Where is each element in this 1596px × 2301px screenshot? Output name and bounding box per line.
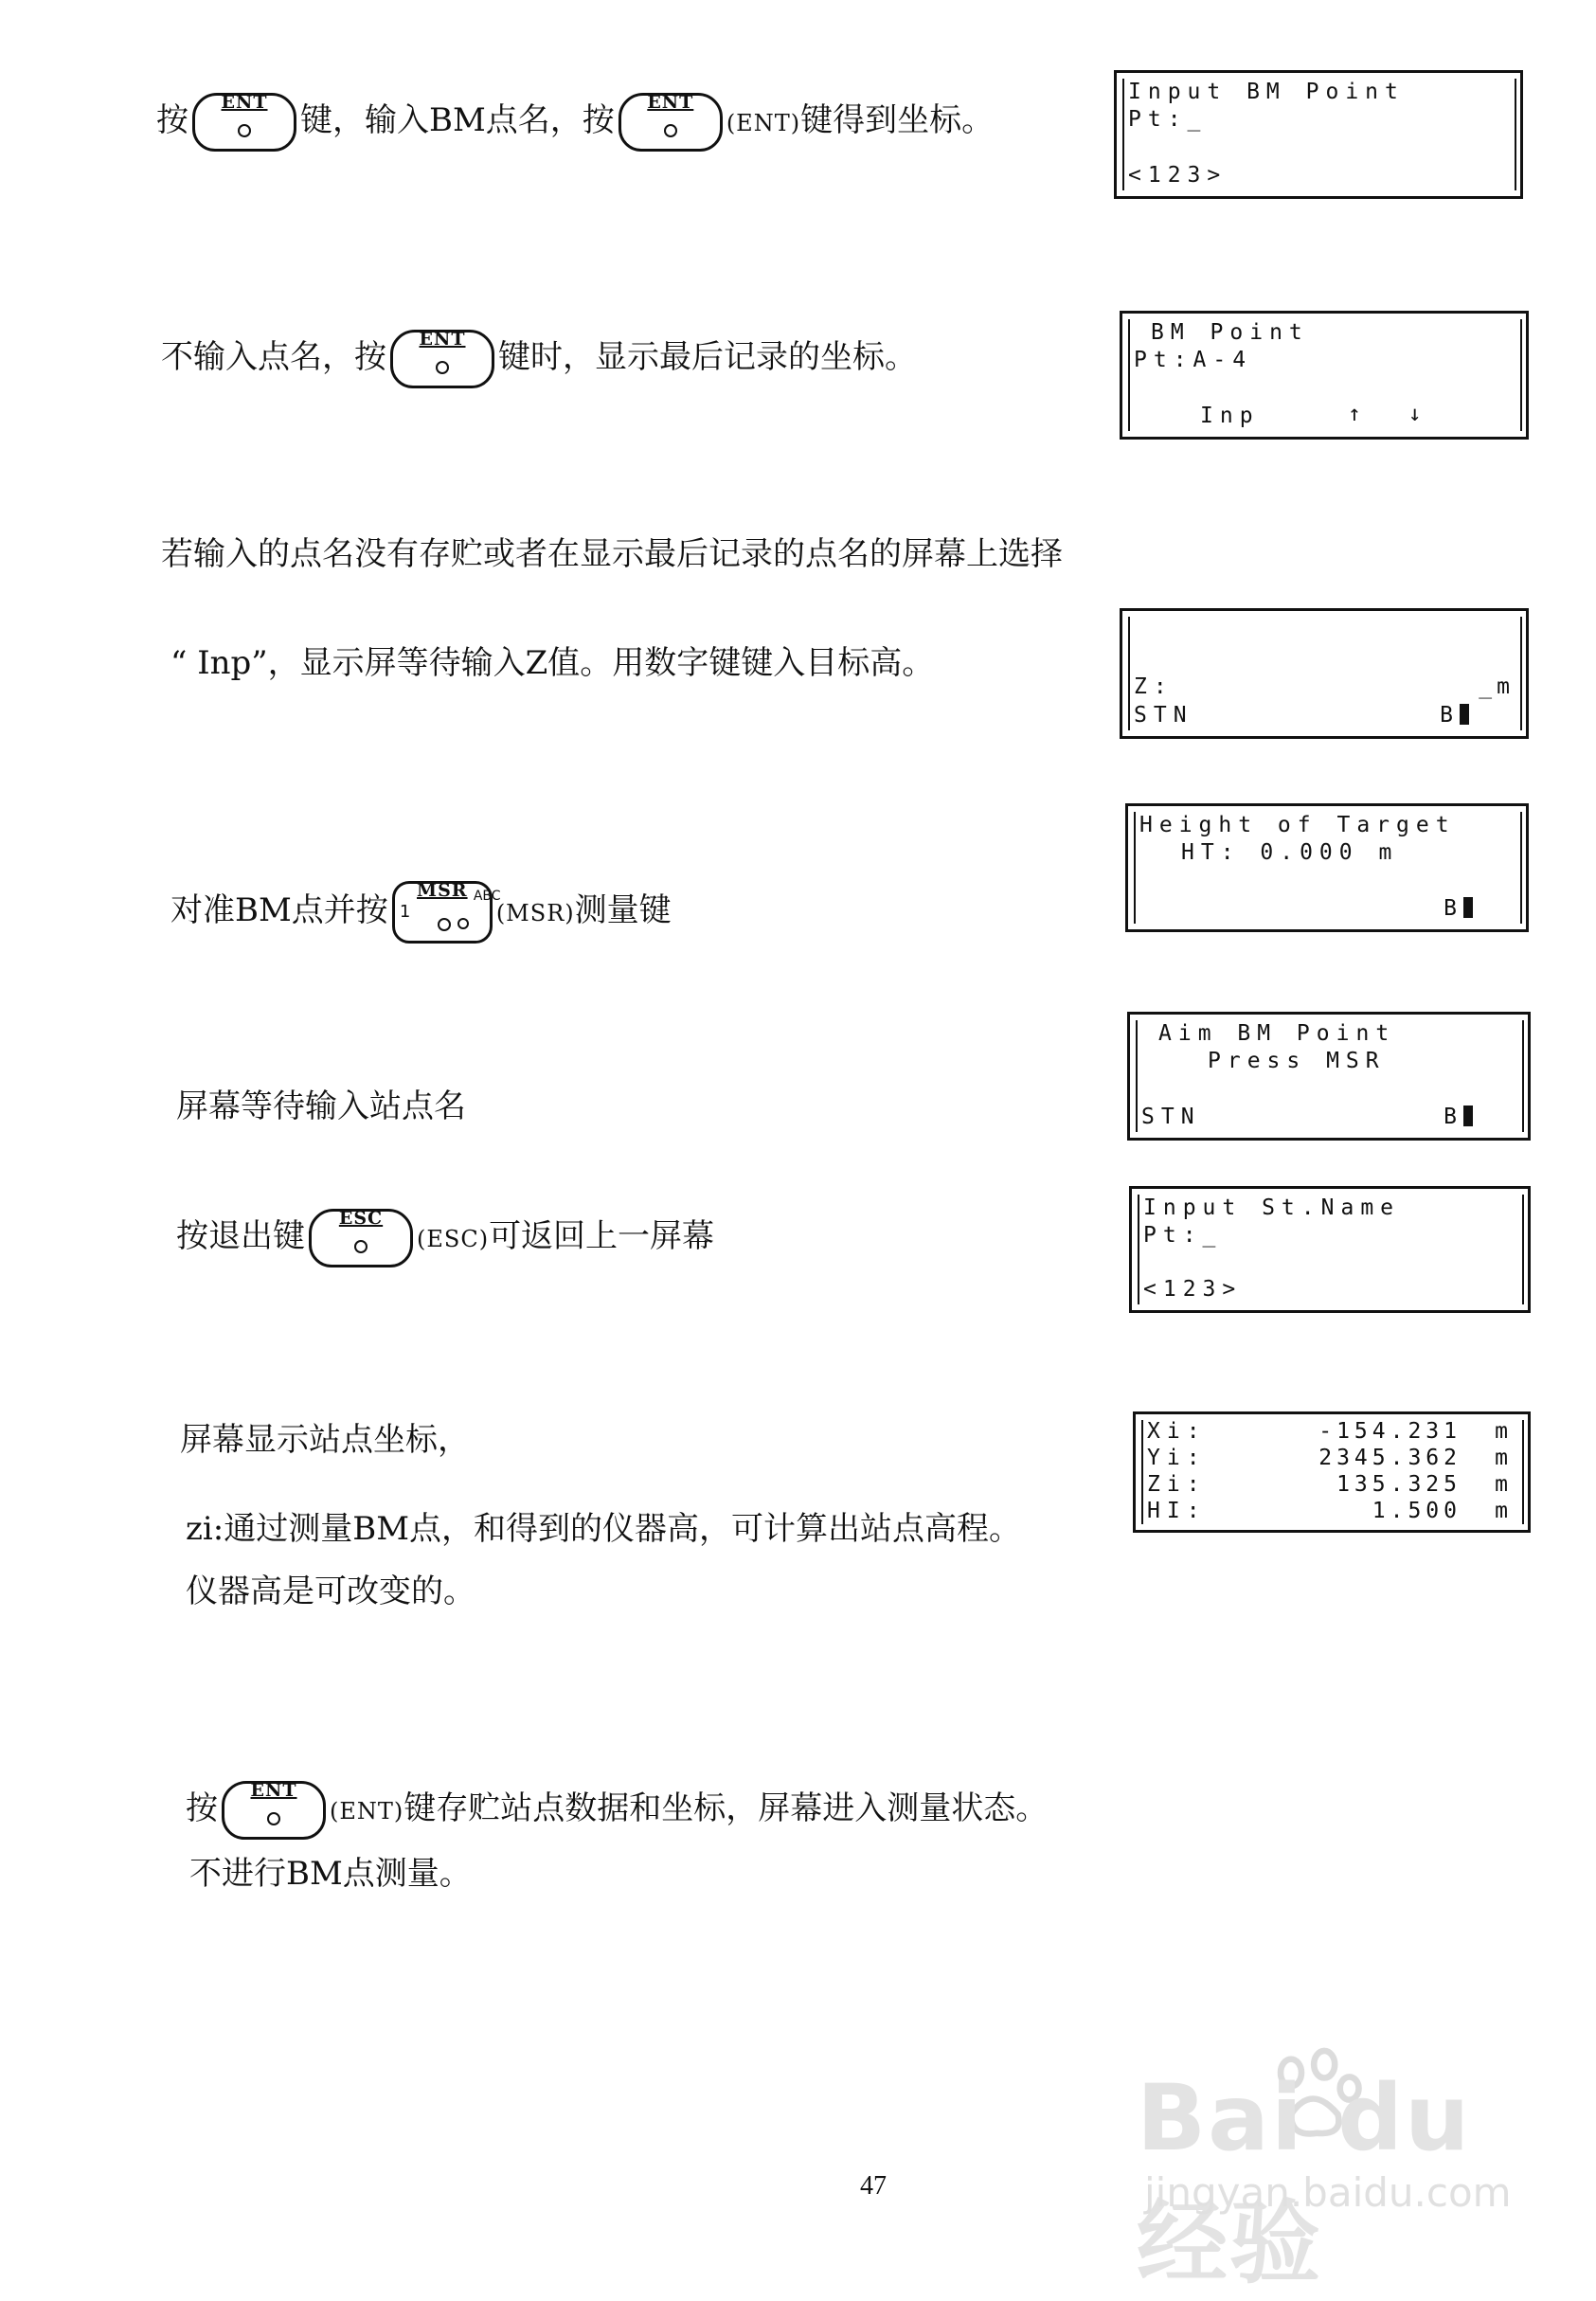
coord-unit-hi: m [1495, 1499, 1513, 1523]
step-7-line-2: zi:通过测量BM点，和得到的仪器高，可计算出站点高程。 [186, 1510, 1022, 1548]
step-8-line-1: 按 ENT (ENT)键存贮站点数据和坐标，屏幕进入测量状态。 [186, 1781, 1048, 1840]
page-number: 47 [860, 2171, 887, 2201]
cursor-icon [1460, 704, 1469, 725]
coord-label-hi: HI: [1147, 1499, 1207, 1523]
coord-value-y: 2345.362 [1318, 1446, 1462, 1470]
screen-height-of-target: Height of Target HT: 0.000 m B [1125, 803, 1529, 932]
step-1-key-label: (ENT) [726, 110, 801, 136]
step-4-text: 对准BM点并按 MSR 1 ABC (MSR)测量键 [170, 881, 672, 944]
esc-key-icon: ESC [309, 1209, 413, 1267]
step-7-line-1: 屏幕显示站点坐标， [180, 1421, 470, 1459]
cursor-icon [1463, 897, 1473, 918]
watermark-logo: Bai du 经验 [1137, 2065, 1472, 2296]
coord-label-x: Xi: [1147, 1419, 1207, 1444]
step-1-part-a: 按 [156, 101, 188, 139]
screen-bm-point: BM Point Pt:A-4 Inp ↑ ↓ [1120, 311, 1529, 440]
step-3-line-2: “ Inp”，显示屏等待输入Z值。用数字键键入目标高。 [170, 644, 935, 682]
watermark-url: jingyan.baidu.com [1144, 2169, 1512, 2216]
coord-value-x: -154.231 [1318, 1419, 1462, 1444]
coord-unit-y: m [1495, 1446, 1513, 1470]
coord-value-z: 135.325 [1336, 1472, 1462, 1497]
step-3-line-1: 若输入的点名没有存贮或者在显示最后记录的点名的屏幕上选择 [161, 535, 1063, 573]
screen-aim-bm-point: Aim BM Point Press MSR STN B [1127, 1012, 1531, 1141]
ent-key-icon: ENT [192, 93, 296, 152]
ent-key-icon: ENT [619, 93, 723, 152]
coord-unit-z: m [1495, 1472, 1513, 1497]
screen-input-bm-point: Input BM Point Pt:_ <123> [1114, 70, 1523, 199]
ent-key-icon: ENT [222, 1781, 326, 1840]
ent-key-icon: ENT [390, 330, 494, 388]
arrow-keys-icon: ↑ ↓ [1348, 402, 1439, 426]
step-2-text: 不输入点名，按 ENT 键时，显示最后记录的坐标。 [161, 330, 917, 388]
coord-label-y: Yi: [1147, 1446, 1207, 1470]
cursor-icon [1463, 1106, 1473, 1126]
msr-key-icon: MSR 1 ABC [392, 881, 493, 944]
coord-label-z: Zi: [1147, 1472, 1207, 1497]
coord-unit-x: m [1495, 1419, 1513, 1444]
step-7-line-3: 仪器高是可改变的。 [186, 1573, 475, 1610]
screen-input-st-name: Input St.Name Pt:_ <123> [1129, 1186, 1531, 1313]
step-1-part-c: 键得到坐标。 [800, 101, 995, 139]
step-5-text: 屏幕等待输入站点名 [176, 1088, 466, 1125]
step-1-text [156, 93, 994, 152]
step-1-part-b: 键，输入BM点名，按 [300, 101, 615, 139]
coord-value-hi: 1.500 [1372, 1499, 1462, 1523]
screen-station-coordinates [1133, 1411, 1531, 1533]
step-6-text: 按退出键 ESC (ESC)可返回上一屏幕 [176, 1209, 714, 1267]
screen-z-input: Z: _m STN B [1120, 608, 1529, 739]
step-8-line-2: 不进行BM点测量。 [189, 1855, 472, 1893]
